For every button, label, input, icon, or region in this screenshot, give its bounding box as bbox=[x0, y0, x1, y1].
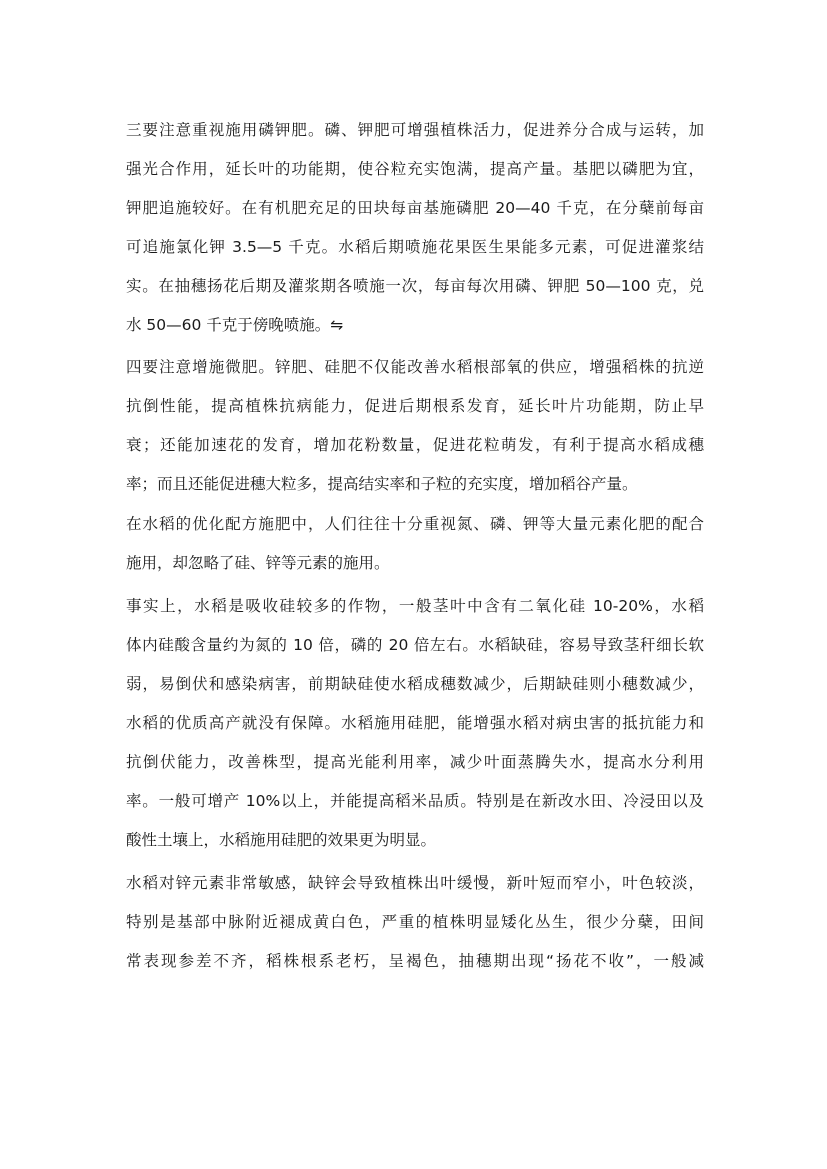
text-line-7: 四要注意增施微肥。锌肥、硅肥不仅能改善水稻根部氧的供应，增强稻株的抗逆 bbox=[126, 358, 704, 376]
text-line-9: 衰；还能加速花的发育，增加花粉数量，促进花粒萌发，有利于提高水稻成穗 bbox=[126, 436, 704, 454]
text-line-15: 弱，易倒伏和感染病害，前期缺硅使水稻成穗数减少，后期缺硅则小穗数减少， bbox=[126, 675, 704, 693]
text-line-4: 可追施氯化钾 3.5—5 千克。水稻后期喷施花果医生果能多元素，可促进灌浆结 bbox=[126, 238, 704, 256]
text-line-22: 常表现参差不齐，稻株根系老朽，呈褐色，抽穗期出现“扬花不收”，一般减 bbox=[126, 952, 704, 970]
text-line-8: 抗倒性能，提高植株抗病能力，促进后期根系发育，延长叶片功能期，防止早 bbox=[126, 397, 704, 415]
text-line-18: 率。一般可增产 10%以上，并能提高稻米品质。特别是在新改水田、冷浸田以及 bbox=[126, 792, 704, 810]
text-line-2: 强光合作用，延长叶的功能期，使谷粒充实饱满，提高产量。基肥以磷肥为宜， bbox=[126, 160, 704, 178]
text-line-17: 抗倒伏能力，改善株型，提高光能利用率，减少叶面蒸腾失水，提高水分利用 bbox=[126, 753, 704, 771]
text-line-6: 水 50—60 千克于傍晚喷施。⇋ bbox=[126, 316, 344, 334]
text-line-16: 水稻的优质高产就没有保障。水稻施用硅肥，能增强水稻对病虫害的抵抗能力和 bbox=[126, 714, 704, 732]
text-line-13: 事实上，水稻是吸收硅较多的作物，一般茎叶中含有二氧化硅 10-20%，水稻 bbox=[126, 597, 704, 615]
text-line-1: 三要注意重视施用磷钾肥。磷、钾肥可增强植株活力，促进养分合成与运转，加 bbox=[126, 121, 704, 139]
text-line-3: 钾肥追施较好。在有机肥充足的田块每亩基施磷肥 20—40 千克，在分蘖前每亩 bbox=[126, 199, 704, 217]
text-line-10: 率；而且还能促进穗大粒多，提高结实率和子粒的充实度，增加稻谷产量。 bbox=[126, 475, 638, 493]
text-line-12: 施用，却忽略了硅、锌等元素的施用。 bbox=[126, 554, 390, 572]
text-line-19: 酸性土壤上，水稻施用硅肥的效果更为明显。 bbox=[126, 831, 437, 849]
text-line-21: 特别是基部中脉附近褪成黄白色，严重的植株明显矮化丛生，很少分蘖，田间 bbox=[126, 913, 704, 931]
text-line-20: 水稻对锌元素非常敏感，缺锌会导致植株出叶缓慢，新叶短而窄小，叶色较淡， bbox=[126, 874, 704, 892]
text-line-11: 在水稻的优化配方施肥中，人们往往十分重视氮、磷、钾等大量元素化肥的配合 bbox=[126, 515, 704, 533]
text-line-5: 实。在抽穗扬花后期及灌浆期各喷施一次，每亩每次用磷、钾肥 50—100 克，兑 bbox=[126, 277, 704, 295]
text-line-14: 体内硅酸含量约为氮的 10 倍，磷的 20 倍左右。水稻缺硅，容易导致茎秆细长软 bbox=[126, 636, 704, 654]
